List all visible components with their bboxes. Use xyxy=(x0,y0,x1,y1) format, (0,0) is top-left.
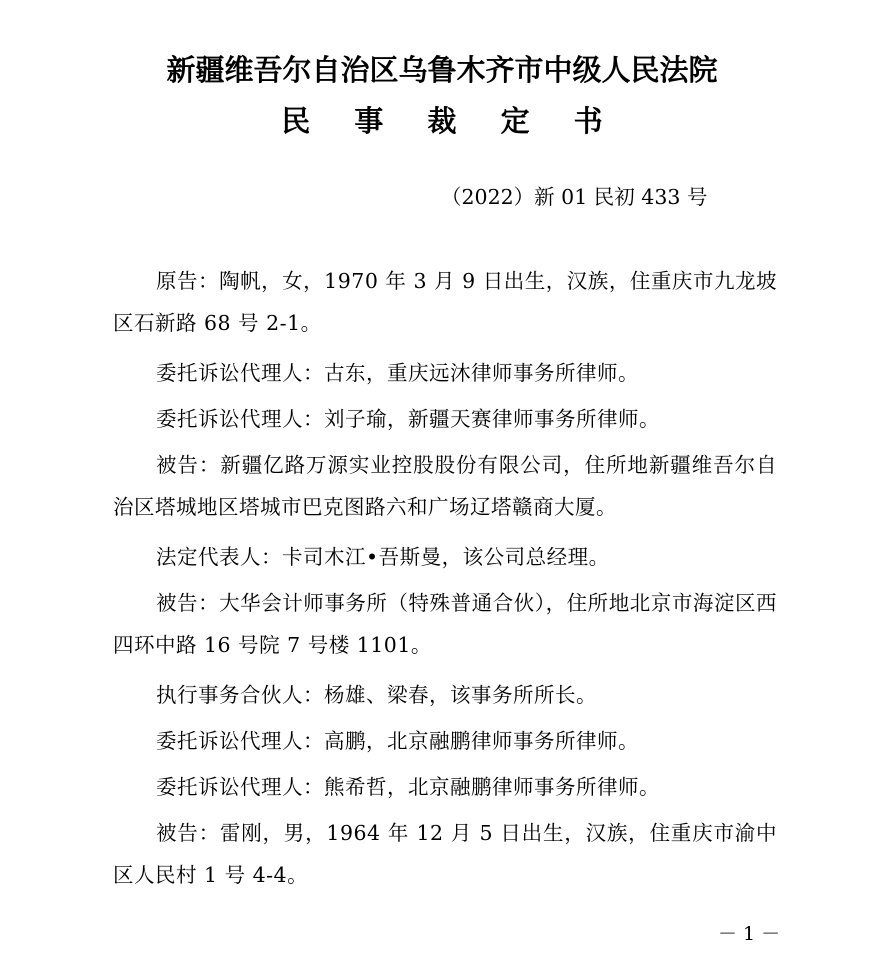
page-number: － 1 － xyxy=(718,923,781,945)
case-number: （2022）新 01 民初 433 号 xyxy=(441,185,708,209)
party-defendant-3: 被告：雷刚，男，1964 年 12 月 5 日出生，汉族，住重庆市渝中区人民村 1 号 4-4。 xyxy=(113,821,777,887)
party-executive-partner: 执行事务合伙人：杨雄、梁春，该事务所所长。 xyxy=(156,683,597,707)
party-agent-4: 委托诉讼代理人：熊希哲，北京融鹏律师事务所律师。 xyxy=(156,775,660,799)
document-type-title: 民 事 裁 定 书 xyxy=(281,104,620,138)
court-name-title: 新疆维吾尔自治区乌鲁木齐市中级人民法院 xyxy=(166,53,718,87)
party-plaintiff: 原告：陶帆，女，1970 年 3 月 9 日出生，汉族，住重庆市九龙坡区石新路 68 号 2-1。 xyxy=(113,269,777,335)
party-defendant-1: 被告：新疆亿路万源实业控股股份有限公司，住所地新疆维吾尔自治区塔城地区塔城市巴克图路六和广场辽塔赣商大厦。 xyxy=(113,453,777,519)
party-agent-3: 委托诉讼代理人：高鹏，北京融鹏律师事务所律师。 xyxy=(156,729,639,753)
party-defendant-2: 被告：大华会计师事务所（特殊普通合伙），住所地北京市海淀区西四环中路 16 号院 7 号楼 1101。 xyxy=(113,591,777,657)
party-agent-1: 委托诉讼代理人：古东，重庆远沐律师事务所律师。 xyxy=(156,361,639,385)
party-agent-2: 委托诉讼代理人：刘子瑜，新疆天赛律师事务所律师。 xyxy=(156,407,660,431)
party-legal-representative: 法定代表人：卡司木江•吾斯曼，该公司总经理。 xyxy=(156,545,610,569)
